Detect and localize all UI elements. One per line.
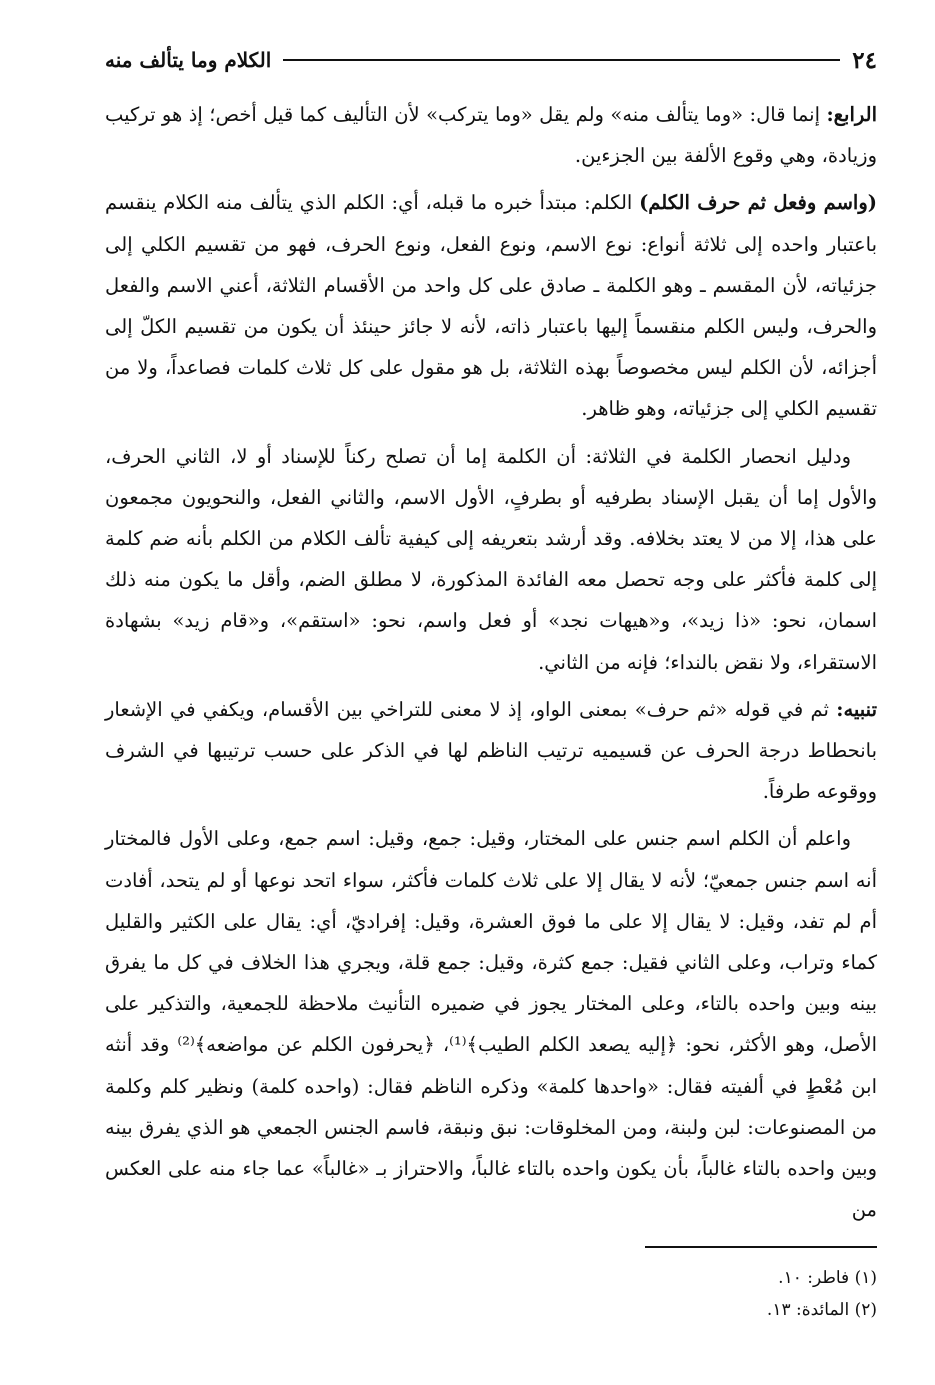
paragraph-lead: (واسم وفعل ثم حرف الكلم): [639, 191, 877, 215]
footnote-2: (٢) المائدة: ١٣.: [766, 1300, 877, 1320]
body-text: [105, 94, 877, 1236]
paragraph: [105, 182, 877, 429]
paragraph-lead: تنبيه:: [836, 697, 877, 721]
running-title: الكلام وما يتألف منه: [105, 48, 272, 72]
footnote-1: (١) فاطر: ١٠.: [778, 1268, 877, 1288]
paragraph-text: ودليل انحصار الكلمة في الثلاثة: أن الكلمة إما أن تصلح ركناً للإسناد أو لا، الثاني الحرف، والأول إما أن يقبل الإسناد بطرفيه أو بطرفٍ، الأول الاسم، والثاني الفعل، والنحويون مجمعون على هذا، إلا من لا يعتد بخلافه. وقد أرشد بتعريفه إلى كيفية تألف الكلام من الكلم بأنه ضم كلمة إلى كلمة فأكثر على وجه تحصل معه الفائدة المذكورة، لا مطلق الضم، وأقل ما يكون منه ذلك اسمان، نحو: «ذا زيد»، و«هيهات نجد» أو فعل واسم، نحو: «استقم»، و«قام زيد» بشهادة الاستقراء، ولا نقض بالنداء؛ فإنه من الثاني.: [105, 444, 877, 674]
paragraph: [105, 818, 877, 1230]
paragraph: [105, 436, 877, 683]
paragraph-text: إنما قال: «وما يتألف منه» ولم يقل «وما يتركب» لأن التأليف كما قيل أخص؛ إذ هو تركيب وزيادة، وهي وقوع الألفة بين الجزءين.: [105, 103, 877, 168]
paragraph-text: ثم في قوله «ثم حرف» بمعنى الواو، إذ لا معنى للتراخي بين الأقسام، ويكفي في الإشعار بانحطاط درجة الحرف عن قسيميه ترتيب الناظم لها في الذكر على حسب ترتيبها في الشرف ووقوعه طرفاً.: [105, 697, 877, 804]
paragraph: [105, 94, 877, 176]
paragraph-text: الكلم: مبتدأ خبره ما قبله، أي: الكلم الذي يتألف منه الكلام ينقسم باعتبار واحده إلى ثلاثة أنواع: نوع الاسم، ونوع الفعل، ونوع الحرف، فهو من تقسيم الكلي إلى جزئياته، لأن المقسم ـ وهو الكلمة ـ صادق على كل واحد من الأقسام الثلاثة، أعني الاسم والفعل والحرف، وليس الكلم منقسماً إليها باعتبار ذاته، لأنه لا جائز حينئذ أن يكون من تقسيم الكلّ إلى أجزائه، لأن الكلم ليس مخصوصاً بهذه الثلاثة، بل هو مقول على كل ثلاث كلمات فصاعداً، ولا من تقسيم الكلي إلى جزئياته، وهو ظاهر.: [105, 191, 877, 421]
paragraph: [105, 689, 877, 813]
paragraph-lead: الرابع:: [826, 103, 877, 126]
footnote-rule: [645, 1246, 877, 1248]
paragraph-text: واعلم أن الكلم اسم جنس على المختار، وقيل: جمع، وقيل: اسم جمع، وعلى الأول فالمختار أنه اسم جنس جمعيّ؛ لأنه لا يقال إلا على ثلاث كلمات فأكثر، سواء اتحد نوعها أو لم يتحد، أفادت أم لم تفد، وقيل: لا يقال إلا على ما فوق العشرة، وقيل: إفراديّ، أي: يقال على الكثير والقليل كماء وتراب، وعلى الثاني فقيل: جمع كثرة، وقيل: جمع قلة، ويجري هذا الخلاف في كل ما يفرق بينه وبين واحده بالتاء، وعلى المختار يجوز في ضميره التأنيث ملاحظة للجمعية، والتذكير على الأصل، وهو الأكثر، نحو: ﴿إليه يصعد الكلم الطيب﴾⁽¹⁾، ﴿يحرفون الكلم عن مواضعه﴾⁽²⁾ وقد أنثه ابن مُعْطٍ في ألفيته فقال: «واحدها كلمة» وذكره الناظم فقال: (واحده كلمة) ونظير كلم وكلمة من المصنوعات: لبن ولبنة، ومن المخلوقات: نبق ونبقة، فاسم الجنس الجمعي هو الذي يفرق بينه وبين واحده بالتاء غالباً، بأن يكون واحده بالتاء غالباً، والاحتراز بـ «غالباً» عما جاء منه على العكس من: [105, 827, 877, 1222]
page-number: ٢٤: [852, 46, 877, 74]
footnotes: [105, 1262, 877, 1326]
header-rule: [283, 59, 840, 61]
page-header: [105, 40, 877, 80]
